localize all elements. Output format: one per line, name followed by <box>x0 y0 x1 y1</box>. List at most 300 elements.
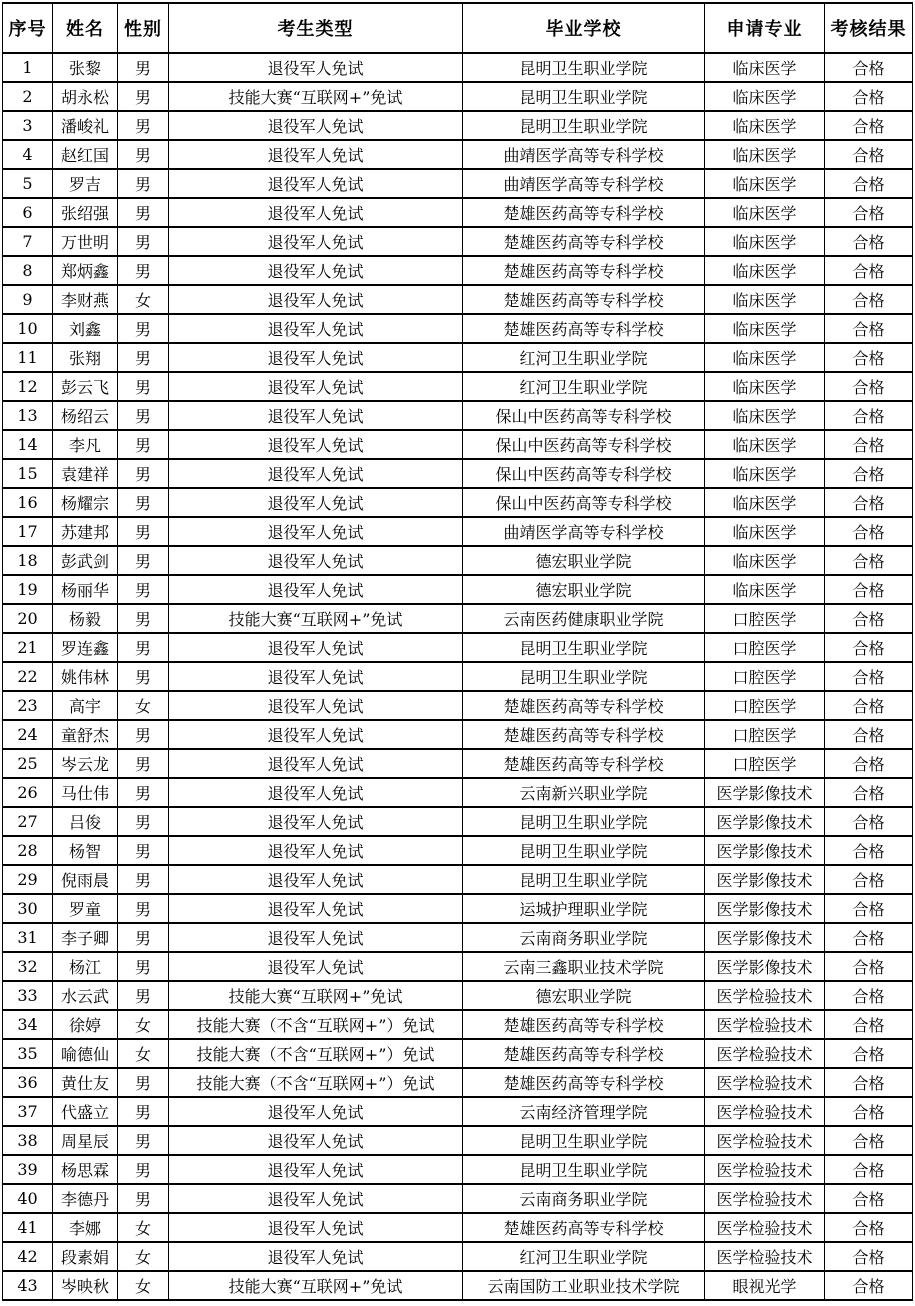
column-header: 姓名 <box>53 3 118 53</box>
table-cell: 合格 <box>825 198 913 227</box>
table-row <box>3 488 913 517</box>
table-cell: 12 <box>3 372 53 401</box>
table-row <box>3 1039 913 1068</box>
table-cell: 眼视光学 <box>705 1271 825 1300</box>
table-cell: 杨丽华 <box>53 575 118 604</box>
table-cell: 红河卫生职业学院 <box>463 343 705 372</box>
table-cell: 昆明卫生职业学院 <box>463 82 705 111</box>
table-cell: 男 <box>118 372 169 401</box>
table-cell: 医学检验技术 <box>705 1039 825 1068</box>
table-row <box>3 836 913 865</box>
table-cell: 云南新兴职业学院 <box>463 778 705 807</box>
table-cell: 楚雄医药高等专科学校 <box>463 198 705 227</box>
table-cell: 医学检验技术 <box>705 1097 825 1126</box>
table-cell: 男 <box>118 198 169 227</box>
table-cell: 6 <box>3 198 53 227</box>
table-cell: 退役军人免试 <box>169 633 463 662</box>
table-row <box>3 401 913 430</box>
table-cell: 合格 <box>825 401 913 430</box>
table-cell: 姚伟林 <box>53 662 118 691</box>
table-cell: 退役军人免试 <box>169 1155 463 1184</box>
table-cell: 口腔医学 <box>705 720 825 749</box>
table-cell: 保山中医药高等专科学校 <box>463 459 705 488</box>
table-body <box>3 53 913 1300</box>
table-row <box>3 807 913 836</box>
table-cell: 男 <box>118 807 169 836</box>
table-cell: 合格 <box>825 285 913 314</box>
table-row <box>3 1068 913 1097</box>
table-cell: 退役军人免试 <box>169 285 463 314</box>
table-cell: 合格 <box>825 1126 913 1155</box>
table-cell: 昆明卫生职业学院 <box>463 111 705 140</box>
table-cell: 女 <box>118 1039 169 1068</box>
table-cell: 技能大赛“互联网+”免试 <box>169 1271 463 1300</box>
table-cell: 男 <box>118 720 169 749</box>
table-row <box>3 53 913 82</box>
table-row <box>3 1184 913 1213</box>
table-cell: 退役军人免试 <box>169 691 463 720</box>
table-cell: 合格 <box>825 894 913 923</box>
table-cell: 岑云龙 <box>53 749 118 778</box>
table-cell: 男 <box>118 1068 169 1097</box>
table-cell: 临床医学 <box>705 198 825 227</box>
table-cell: 临床医学 <box>705 82 825 111</box>
table-cell: 彭武剑 <box>53 546 118 575</box>
table-cell: 男 <box>118 749 169 778</box>
table-cell: 退役军人免试 <box>169 1126 463 1155</box>
table-cell: 10 <box>3 314 53 343</box>
table-cell: 21 <box>3 633 53 662</box>
table-cell: 退役军人免试 <box>169 314 463 343</box>
table-cell: 口腔医学 <box>705 633 825 662</box>
table-row <box>3 894 913 923</box>
admission-result-table <box>2 2 913 1301</box>
table-cell: 退役军人免试 <box>169 778 463 807</box>
table-cell: 合格 <box>825 952 913 981</box>
table-row <box>3 314 913 343</box>
table-cell: 楚雄医药高等专科学校 <box>463 1010 705 1039</box>
table-cell: 李凡 <box>53 430 118 459</box>
table-cell: 合格 <box>825 1242 913 1271</box>
table-cell: 1 <box>3 53 53 82</box>
table-cell: 杨绍云 <box>53 401 118 430</box>
table-cell: 36 <box>3 1068 53 1097</box>
table-cell: 合格 <box>825 517 913 546</box>
column-header: 申请专业 <box>705 3 825 53</box>
table-cell: 德宏职业学院 <box>463 981 705 1010</box>
table-row <box>3 169 913 198</box>
table-cell: 技能大赛“互联网+”免试 <box>169 82 463 111</box>
table-cell: 23 <box>3 691 53 720</box>
table-row <box>3 111 913 140</box>
table-cell: 女 <box>118 1242 169 1271</box>
table-cell: 退役军人免试 <box>169 459 463 488</box>
table-cell: 技能大赛（不含“互联网+”）免试 <box>169 1068 463 1097</box>
table-cell: 临床医学 <box>705 285 825 314</box>
table-cell: 合格 <box>825 1068 913 1097</box>
table-cell: 合格 <box>825 111 913 140</box>
table-row <box>3 720 913 749</box>
table-cell: 退役军人免试 <box>169 662 463 691</box>
table-cell: 合格 <box>825 662 913 691</box>
table-cell: 43 <box>3 1271 53 1300</box>
table-cell: 男 <box>118 575 169 604</box>
table-cell: 昆明卫生职业学院 <box>463 807 705 836</box>
table-cell: 29 <box>3 865 53 894</box>
table-cell: 合格 <box>825 865 913 894</box>
table-cell: 楚雄医药高等专科学校 <box>463 749 705 778</box>
table-row <box>3 227 913 256</box>
table-cell: 退役军人免试 <box>169 517 463 546</box>
table-cell: 杨毅 <box>53 604 118 633</box>
table-cell: 男 <box>118 1097 169 1126</box>
table-cell: 41 <box>3 1213 53 1242</box>
table-cell: 医学影像技术 <box>705 807 825 836</box>
table-row <box>3 778 913 807</box>
table-cell: 口腔医学 <box>705 691 825 720</box>
table-cell: 曲靖医学高等专科学校 <box>463 517 705 546</box>
table-cell: 退役军人免试 <box>169 1097 463 1126</box>
table-row <box>3 1271 913 1300</box>
table-cell: 合格 <box>825 1213 913 1242</box>
table-cell: 曲靖医学高等专科学校 <box>463 140 705 169</box>
table-cell: 德宏职业学院 <box>463 575 705 604</box>
table-cell: 临床医学 <box>705 53 825 82</box>
table-row <box>3 430 913 459</box>
table-row <box>3 1213 913 1242</box>
table-cell: 万世明 <box>53 227 118 256</box>
table-cell: 口腔医学 <box>705 662 825 691</box>
table-cell: 女 <box>118 1213 169 1242</box>
table-row <box>3 1126 913 1155</box>
table-cell: 26 <box>3 778 53 807</box>
table-cell: 临床医学 <box>705 575 825 604</box>
table-row <box>3 372 913 401</box>
table-row <box>3 198 913 227</box>
table-cell: 男 <box>118 140 169 169</box>
table-cell: 医学检验技术 <box>705 1126 825 1155</box>
table-cell: 合格 <box>825 169 913 198</box>
table-cell: 岑映秋 <box>53 1271 118 1300</box>
table-cell: 31 <box>3 923 53 952</box>
table-cell: 合格 <box>825 575 913 604</box>
table-cell: 退役军人免试 <box>169 575 463 604</box>
table-cell: 李财燕 <box>53 285 118 314</box>
table-cell: 临床医学 <box>705 343 825 372</box>
table-cell: 临床医学 <box>705 488 825 517</box>
table-row <box>3 691 913 720</box>
table-cell: 云南商务职业学院 <box>463 923 705 952</box>
table-cell: 女 <box>118 691 169 720</box>
table-cell: 合格 <box>825 343 913 372</box>
table-cell: 合格 <box>825 1271 913 1300</box>
table-cell: 合格 <box>825 546 913 575</box>
header-row <box>3 3 913 53</box>
table-cell: 昆明卫生职业学院 <box>463 836 705 865</box>
table-cell: 张绍强 <box>53 198 118 227</box>
table-cell: 楚雄医药高等专科学校 <box>463 227 705 256</box>
table-row <box>3 285 913 314</box>
table-cell: 11 <box>3 343 53 372</box>
table-cell: 袁建祥 <box>53 459 118 488</box>
table-cell: 楚雄医药高等专科学校 <box>463 1213 705 1242</box>
table-cell: 39 <box>3 1155 53 1184</box>
table-cell: 代盛立 <box>53 1097 118 1126</box>
table-cell: 临床医学 <box>705 430 825 459</box>
table-cell: 红河卫生职业学院 <box>463 1242 705 1271</box>
table-cell: 男 <box>118 633 169 662</box>
table-cell: 楚雄医药高等专科学校 <box>463 256 705 285</box>
table-row <box>3 749 913 778</box>
table-cell: 男 <box>118 459 169 488</box>
table-cell: 医学影像技术 <box>705 952 825 981</box>
table-cell: 高宇 <box>53 691 118 720</box>
table-cell: 30 <box>3 894 53 923</box>
table-cell: 18 <box>3 546 53 575</box>
table-cell: 医学影像技术 <box>705 836 825 865</box>
table-cell: 退役军人免试 <box>169 749 463 778</box>
table-cell: 男 <box>118 981 169 1010</box>
table-cell: 合格 <box>825 227 913 256</box>
table-cell: 合格 <box>825 256 913 285</box>
table-cell: 医学影像技术 <box>705 778 825 807</box>
table-cell: 男 <box>118 923 169 952</box>
table-cell: 男 <box>118 169 169 198</box>
table-row <box>3 1010 913 1039</box>
table-cell: 合格 <box>825 633 913 662</box>
table-cell: 临床医学 <box>705 314 825 343</box>
table-cell: 倪雨晨 <box>53 865 118 894</box>
table-row <box>3 343 913 372</box>
table-cell: 口腔医学 <box>705 604 825 633</box>
table-cell: 保山中医药高等专科学校 <box>463 430 705 459</box>
table-cell: 云南经济管理学院 <box>463 1097 705 1126</box>
table-cell: 合格 <box>825 488 913 517</box>
table-cell: 李子卿 <box>53 923 118 952</box>
table-cell: 赵红国 <box>53 140 118 169</box>
table-row <box>3 546 913 575</box>
table-cell: 技能大赛“互联网+”免试 <box>169 981 463 1010</box>
table-cell: 女 <box>118 1010 169 1039</box>
table-cell: 退役军人免试 <box>169 894 463 923</box>
table-cell: 34 <box>3 1010 53 1039</box>
table-cell: 19 <box>3 575 53 604</box>
table-cell: 合格 <box>825 459 913 488</box>
table-cell: 27 <box>3 807 53 836</box>
table-cell: 男 <box>118 1184 169 1213</box>
table-cell: 吕俊 <box>53 807 118 836</box>
table-cell: 7 <box>3 227 53 256</box>
table-cell: 昆明卫生职业学院 <box>463 633 705 662</box>
table-cell: 张翔 <box>53 343 118 372</box>
table-cell: 合格 <box>825 749 913 778</box>
table-cell: 2 <box>3 82 53 111</box>
column-header: 考核结果 <box>825 3 913 53</box>
table-cell: 郑炳鑫 <box>53 256 118 285</box>
table-row <box>3 82 913 111</box>
table-cell: 退役军人免试 <box>169 836 463 865</box>
table-cell: 医学影像技术 <box>705 923 825 952</box>
table-cell: 段素娟 <box>53 1242 118 1271</box>
table-cell: 临床医学 <box>705 256 825 285</box>
table-cell: 男 <box>118 343 169 372</box>
table-row <box>3 575 913 604</box>
table-cell: 男 <box>118 314 169 343</box>
table-cell: 男 <box>118 256 169 285</box>
table-cell: 临床医学 <box>705 372 825 401</box>
table-cell: 云南国防工业职业技术学院 <box>463 1271 705 1300</box>
table-cell: 男 <box>118 401 169 430</box>
table-cell: 合格 <box>825 1039 913 1068</box>
table-cell: 退役军人免试 <box>169 865 463 894</box>
table-row <box>3 1097 913 1126</box>
table-cell: 男 <box>118 662 169 691</box>
table-cell: 男 <box>118 952 169 981</box>
table-cell: 男 <box>118 894 169 923</box>
table-cell: 云南商务职业学院 <box>463 1184 705 1213</box>
table-cell: 临床医学 <box>705 227 825 256</box>
table-cell: 3 <box>3 111 53 140</box>
table-cell: 楚雄医药高等专科学校 <box>463 1068 705 1097</box>
table-cell: 男 <box>118 604 169 633</box>
table-row <box>3 1155 913 1184</box>
table-header <box>3 3 913 53</box>
table-cell: 医学影像技术 <box>705 865 825 894</box>
table-cell: 合格 <box>825 981 913 1010</box>
table-cell: 合格 <box>825 430 913 459</box>
table-cell: 合格 <box>825 778 913 807</box>
table-cell: 刘鑫 <box>53 314 118 343</box>
table-row <box>3 952 913 981</box>
table-cell: 德宏职业学院 <box>463 546 705 575</box>
table-cell: 合格 <box>825 691 913 720</box>
table-cell: 退役军人免试 <box>169 227 463 256</box>
table-row <box>3 256 913 285</box>
table-cell: 临床医学 <box>705 401 825 430</box>
table-cell: 男 <box>118 836 169 865</box>
table-cell: 医学检验技术 <box>705 1155 825 1184</box>
table-cell: 水云武 <box>53 981 118 1010</box>
table-row <box>3 865 913 894</box>
table-cell: 胡永松 <box>53 82 118 111</box>
table-cell: 退役军人免试 <box>169 923 463 952</box>
table-cell: 男 <box>118 1126 169 1155</box>
table-cell: 退役军人免试 <box>169 198 463 227</box>
table-cell: 楚雄医药高等专科学校 <box>463 285 705 314</box>
table-row <box>3 459 913 488</box>
table-cell: 运城护理职业学院 <box>463 894 705 923</box>
table-cell: 合格 <box>825 1155 913 1184</box>
table-cell: 临床医学 <box>705 169 825 198</box>
table-cell: 临床医学 <box>705 111 825 140</box>
table-cell: 潘峻礼 <box>53 111 118 140</box>
table-cell: 17 <box>3 517 53 546</box>
table-cell: 男 <box>118 517 169 546</box>
table-cell: 杨耀宗 <box>53 488 118 517</box>
table-cell: 40 <box>3 1184 53 1213</box>
table-cell: 李娜 <box>53 1213 118 1242</box>
table-cell: 28 <box>3 836 53 865</box>
table-cell: 退役军人免试 <box>169 401 463 430</box>
table-cell: 8 <box>3 256 53 285</box>
table-cell: 退役军人免试 <box>169 343 463 372</box>
table-cell: 罗吉 <box>53 169 118 198</box>
table-cell: 医学影像技术 <box>705 894 825 923</box>
table-cell: 合格 <box>825 1010 913 1039</box>
table-cell: 20 <box>3 604 53 633</box>
table-cell: 口腔医学 <box>705 749 825 778</box>
table-cell: 退役军人免试 <box>169 1242 463 1271</box>
table-cell: 13 <box>3 401 53 430</box>
table-cell: 楚雄医药高等专科学校 <box>463 720 705 749</box>
table-cell: 退役军人免试 <box>169 1213 463 1242</box>
table-cell: 徐婷 <box>53 1010 118 1039</box>
table-row <box>3 140 913 169</box>
table-cell: 临床医学 <box>705 459 825 488</box>
table-cell: 保山中医药高等专科学校 <box>463 401 705 430</box>
table-cell: 彭云飞 <box>53 372 118 401</box>
table-cell: 合格 <box>825 604 913 633</box>
table-cell: 马仕伟 <box>53 778 118 807</box>
table-cell: 合格 <box>825 720 913 749</box>
table-cell: 男 <box>118 430 169 459</box>
table-row <box>3 662 913 691</box>
table-cell: 男 <box>118 778 169 807</box>
table-row <box>3 1242 913 1271</box>
table-cell: 合格 <box>825 807 913 836</box>
table-cell: 38 <box>3 1126 53 1155</box>
column-header: 毕业学校 <box>463 3 705 53</box>
table-cell: 杨智 <box>53 836 118 865</box>
table-cell: 医学检验技术 <box>705 1242 825 1271</box>
table-row <box>3 633 913 662</box>
table-cell: 医学检验技术 <box>705 1068 825 1097</box>
table-cell: 合格 <box>825 1097 913 1126</box>
table-cell: 16 <box>3 488 53 517</box>
table-cell: 技能大赛（不含“互联网+”）免试 <box>169 1039 463 1068</box>
table-cell: 杨思霖 <box>53 1155 118 1184</box>
table-cell: 男 <box>118 488 169 517</box>
table-cell: 男 <box>118 111 169 140</box>
table-cell: 25 <box>3 749 53 778</box>
table-cell: 退役军人免试 <box>169 952 463 981</box>
table-cell: 昆明卫生职业学院 <box>463 1126 705 1155</box>
table-cell: 5 <box>3 169 53 198</box>
table-cell: 退役军人免试 <box>169 372 463 401</box>
table-cell: 男 <box>118 82 169 111</box>
table-cell: 退役军人免试 <box>169 430 463 459</box>
table-cell: 退役军人免试 <box>169 720 463 749</box>
table-cell: 退役军人免试 <box>169 546 463 575</box>
table-cell: 红河卫生职业学院 <box>463 372 705 401</box>
column-header: 性别 <box>118 3 169 53</box>
table-row <box>3 517 913 546</box>
table-cell: 云南三鑫职业技术学院 <box>463 952 705 981</box>
table-cell: 退役军人免试 <box>169 140 463 169</box>
table-cell: 童舒杰 <box>53 720 118 749</box>
table-cell: 男 <box>118 227 169 256</box>
table-cell: 医学检验技术 <box>705 1010 825 1039</box>
table-cell: 男 <box>118 546 169 575</box>
table-cell: 退役军人免试 <box>169 169 463 198</box>
table-cell: 昆明卫生职业学院 <box>463 53 705 82</box>
table-cell: 女 <box>118 285 169 314</box>
table-cell: 黄仕友 <box>53 1068 118 1097</box>
table-cell: 退役军人免试 <box>169 256 463 285</box>
table-cell: 楚雄医药高等专科学校 <box>463 1039 705 1068</box>
table-cell: 退役军人免试 <box>169 53 463 82</box>
table-cell: 临床医学 <box>705 140 825 169</box>
